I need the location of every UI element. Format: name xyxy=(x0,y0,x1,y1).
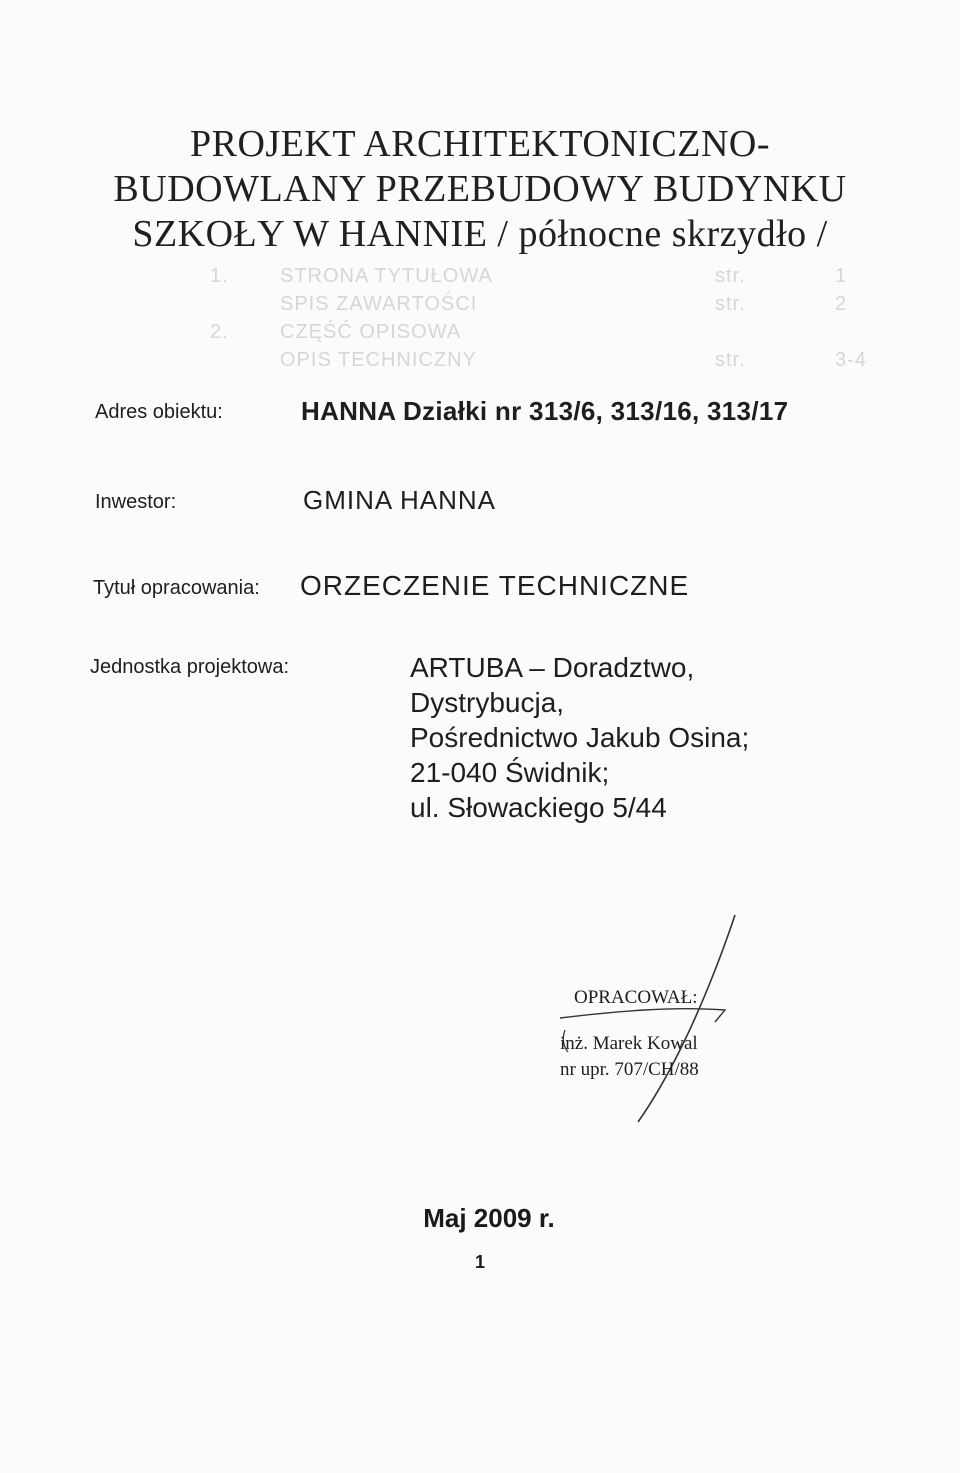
design-unit-line: ul. Słowackiego 5/44 xyxy=(410,792,667,823)
title-line-3: SZKOŁY W HANNIE / północne skrzydło / xyxy=(132,213,828,255)
signatory-license: nr upr. 707/CH/88 xyxy=(560,1059,699,1080)
design-unit-line: ARTUBA – Doradztwo, xyxy=(410,652,695,683)
design-unit-line: Dystrybucja, xyxy=(410,687,565,718)
ghost-row xyxy=(200,262,860,290)
ghost-num: 1. xyxy=(210,265,229,287)
address-label: Adres obiektu: xyxy=(95,401,223,423)
show-through-contents xyxy=(200,262,867,374)
design-unit-line: Pośrednictwo Jakub Osina; xyxy=(410,722,750,753)
ghost-text: CZĘŚĆ OPISOWA xyxy=(280,321,462,343)
title-line-1: PROJEKT ARCHITEKTONICZNO- xyxy=(189,123,771,165)
ghost-pgn: 1 xyxy=(835,265,848,287)
signature-block xyxy=(560,985,699,1083)
investor-value: GMINA HANNA xyxy=(303,485,497,515)
ghost-text: OPIS TECHNICZNY xyxy=(280,349,477,371)
work-title-label: Tytuł opracowania: xyxy=(93,577,260,599)
work-title-value: ORZECZENIE TECHNICZNE xyxy=(300,570,690,601)
ghost-pg: str. xyxy=(715,265,746,287)
ghost-num: 2. xyxy=(210,321,229,343)
design-unit-line: 21-040 Świdnik; xyxy=(410,757,610,788)
address-value: HANNA Działki nr 313/6, 313/16, 313/17 xyxy=(301,396,789,426)
signatory-name: inż. Marek Kowal xyxy=(560,1033,698,1054)
design-unit-value xyxy=(410,650,749,825)
ghost-pg: str. xyxy=(715,293,746,315)
signature-heading: OPRACOWAŁ: xyxy=(574,987,698,1008)
ghost-row xyxy=(200,318,860,346)
document-title xyxy=(0,122,960,257)
ghost-text: STRONA TYTUŁOWA xyxy=(280,265,493,287)
ghost-pgn: 3-4 xyxy=(835,349,867,371)
page-number: 1 xyxy=(474,1252,485,1272)
ghost-pgn: 2 xyxy=(835,293,848,315)
ghost-row xyxy=(200,346,867,374)
ghost-text: SPIS ZAWARTOŚCI xyxy=(280,293,478,315)
ghost-pg: str. xyxy=(715,349,746,371)
document-date: Maj 2009 r. xyxy=(423,1203,555,1233)
investor-label: Inwestor: xyxy=(95,491,177,513)
design-unit-label: Jednostka projektowa: xyxy=(90,656,290,678)
ghost-row xyxy=(200,290,860,318)
title-line-2: BUDOWLANY PRZEBUDOWY BUDYNKU xyxy=(113,168,847,210)
